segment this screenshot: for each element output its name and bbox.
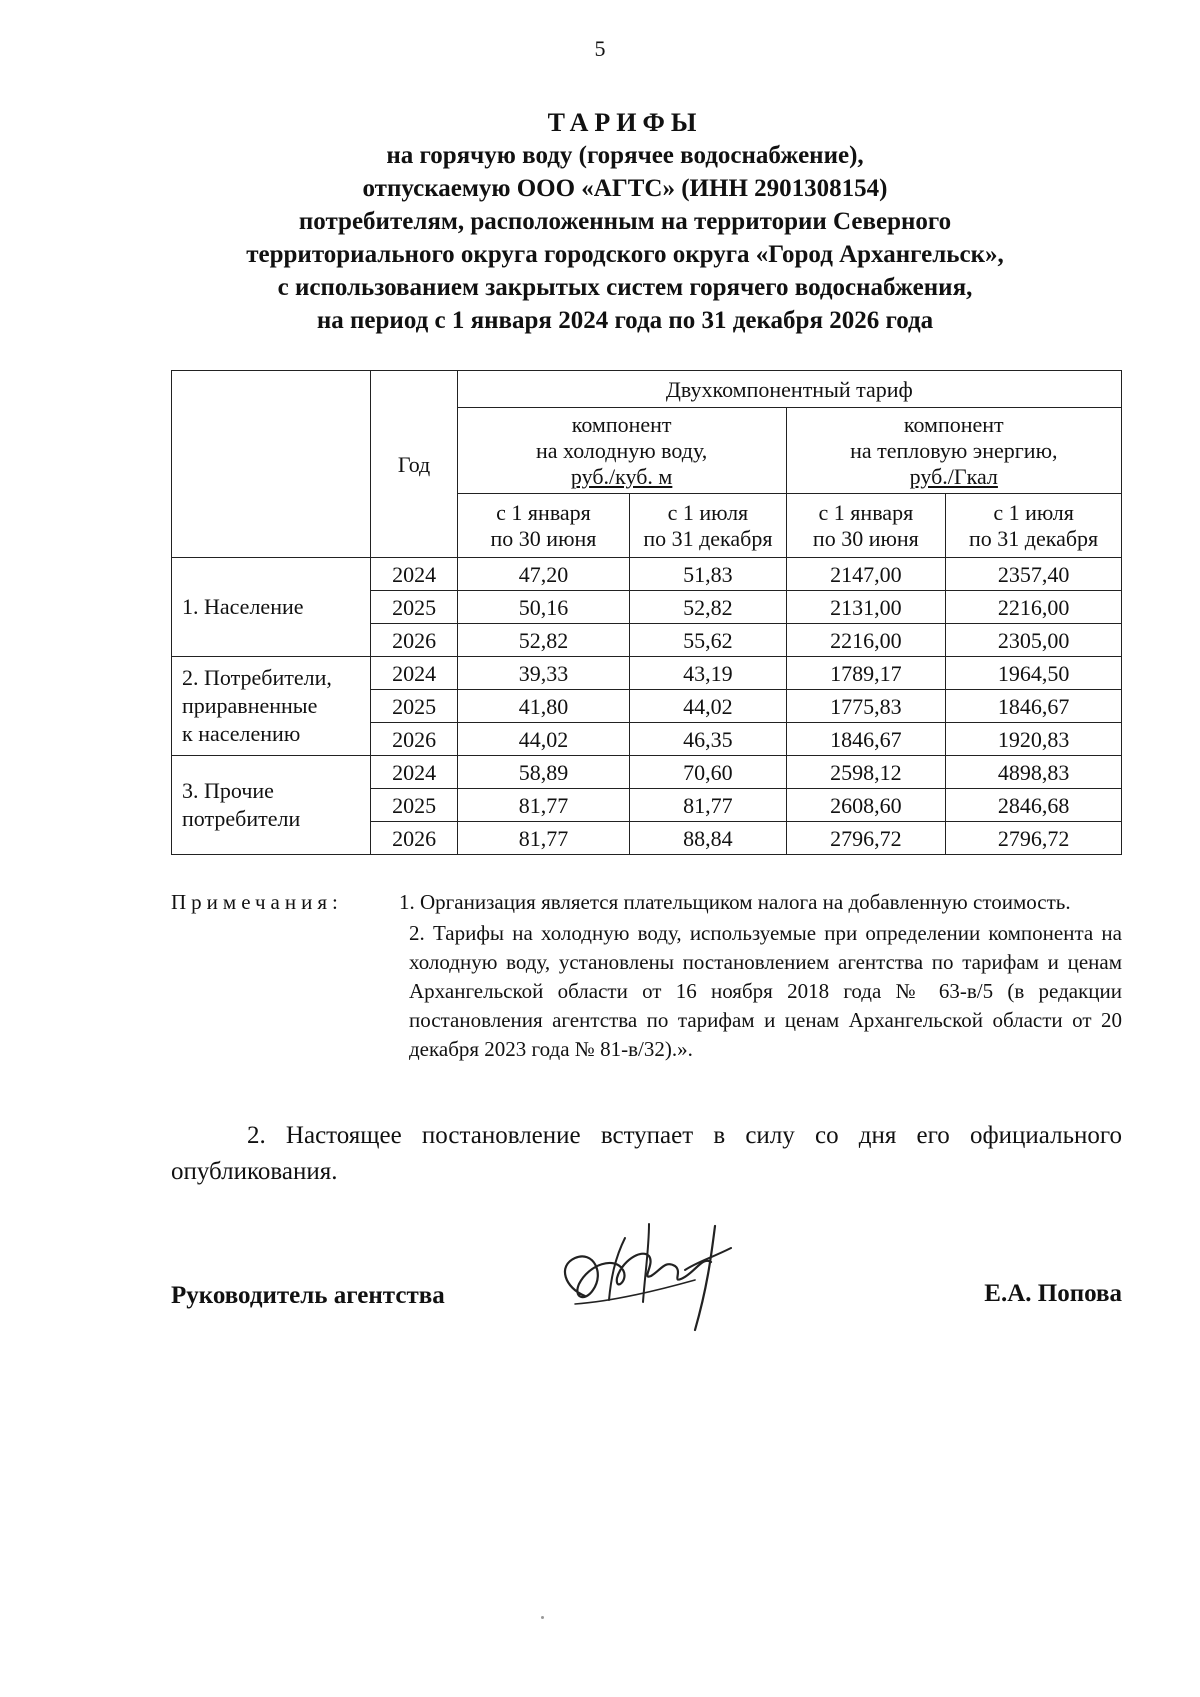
value-cell: 88,84	[630, 822, 786, 855]
title-line: территориального округа городского округа «Город Архангельск»,	[246, 241, 1004, 268]
value-cell: 1846,67	[946, 690, 1122, 723]
component-label: компонент	[571, 411, 672, 437]
value-cell: 47,20	[457, 558, 630, 591]
page-number: 5	[594, 36, 606, 61]
value-cell: 1846,67	[786, 723, 946, 756]
value-cell: 4898,83	[946, 756, 1122, 789]
group-label-line: потребители	[182, 806, 301, 831]
value-cell: 52,82	[457, 624, 630, 657]
value-cell: 52,82	[630, 591, 786, 624]
header-year: Год	[371, 371, 457, 558]
value-cell: 2131,00	[786, 591, 946, 624]
year-cell: 2025	[371, 789, 457, 822]
header-heat-energy-component	[786, 408, 1121, 494]
title-line: с использованием закрытых систем горячего водоснабжения,	[277, 274, 973, 301]
value-cell: 2357,40	[946, 558, 1122, 591]
value-cell: 2796,72	[946, 822, 1122, 855]
value-cell: 46,35	[630, 723, 786, 756]
year-cell: 2024	[371, 657, 457, 690]
notes-section	[171, 888, 1122, 1066]
year-cell: 2026	[371, 723, 457, 756]
document-title	[150, 106, 1100, 337]
component-label: компонент	[903, 411, 1004, 437]
group-label-other-consumers	[172, 756, 371, 855]
period-line: с 1 июля	[993, 499, 1074, 525]
value-cell: 2305,00	[946, 624, 1122, 657]
period-line: по 31 декабря	[968, 525, 1099, 551]
value-cell: 51,83	[630, 558, 786, 591]
group-label-line: 2. Потребители,	[182, 665, 332, 690]
note-item: 1. Организация является плательщиком налога на добавленную стоимость.	[399, 890, 1071, 914]
year-cell: 2024	[371, 558, 457, 591]
header-period	[786, 494, 946, 558]
period-line: по 31 декабря	[643, 525, 773, 551]
table-row	[172, 756, 1122, 789]
group-label-line: 1. Население	[182, 594, 304, 619]
value-cell: 44,02	[457, 723, 630, 756]
component-label: на тепловую энергию,	[850, 437, 1058, 463]
value-cell: 2216,00	[786, 624, 946, 657]
group-label-line: к населению	[182, 721, 301, 746]
signer-name: Е.А. Попова	[984, 1280, 1122, 1307]
value-cell: 1920,83	[946, 723, 1122, 756]
year-cell: 2026	[371, 822, 457, 855]
header-two-component-tariff: Двухкомпонентный тариф	[457, 371, 1121, 408]
year-cell: 2025	[371, 591, 457, 624]
title-line: на горячую воду (горячее водоснабжение),	[386, 142, 864, 169]
year-cell: 2025	[371, 690, 457, 723]
value-cell: 1775,83	[786, 690, 946, 723]
value-cell: 50,16	[457, 591, 630, 624]
value-cell: 81,77	[457, 789, 630, 822]
value-cell: 1964,50	[946, 657, 1122, 690]
value-cell: 1789,17	[786, 657, 946, 690]
group-label-line: 3. Прочие	[182, 778, 274, 803]
table-row	[172, 558, 1122, 591]
value-cell: 2796,72	[786, 822, 946, 855]
group-label-population	[172, 558, 371, 657]
value-cell: 81,77	[630, 789, 786, 822]
title-line: на период с 1 января 2024 года по 31 декабря 2026 года	[316, 307, 934, 334]
period-line: с 1 января	[496, 499, 591, 525]
component-unit: руб./куб. м	[570, 463, 673, 489]
value-cell: 55,62	[630, 624, 786, 657]
period-line: с 1 июля	[667, 499, 749, 525]
group-label-equivalent-consumers	[172, 657, 371, 756]
header-period	[946, 494, 1122, 558]
value-cell: 2216,00	[946, 591, 1122, 624]
value-cell: 39,33	[457, 657, 630, 690]
component-label: на холодную воду,	[536, 437, 708, 463]
value-cell: 70,60	[630, 756, 786, 789]
value-cell: 44,02	[630, 690, 786, 723]
year-cell: 2026	[371, 624, 457, 657]
value-cell: 81,77	[457, 822, 630, 855]
title-line: отпускаемую ООО «АГТС» (ИНН 2901308154)	[362, 175, 888, 202]
notes-label: Примечания:	[171, 890, 343, 914]
year-cell: 2024	[371, 756, 457, 789]
tariff-table	[171, 370, 1122, 855]
value-cell: 2147,00	[786, 558, 946, 591]
handwritten-signature	[545, 1218, 740, 1338]
period-line: по 30 июня	[812, 525, 919, 551]
header-cold-water-component	[457, 408, 786, 494]
signature-block	[171, 1270, 1122, 1320]
value-cell: 41,80	[457, 690, 630, 723]
header-period	[630, 494, 786, 558]
effective-clause: 2. Настоящее постановление вступает в силу со дня его официального опубликования.	[171, 1122, 1122, 1185]
title-line: потребителям, расположенным на территории Северного	[298, 208, 952, 235]
value-cell: 58,89	[457, 756, 630, 789]
value-cell: 2608,60	[786, 789, 946, 822]
scan-speck	[541, 1616, 544, 1619]
value-cell: 2846,68	[946, 789, 1122, 822]
period-line: с 1 января	[818, 499, 914, 525]
table-row	[172, 657, 1122, 690]
header-period	[457, 494, 630, 558]
component-unit: руб./Гкал	[909, 463, 998, 489]
value-cell: 2598,12	[786, 756, 946, 789]
period-line: по 30 июня	[490, 525, 597, 551]
value-cell: 43,19	[630, 657, 786, 690]
note-item: 2. Тарифы на холодную воду, используемые при определении компонента на холодную воду, установлены постановлением агентства по тарифам и ценам Архангельской области от 16 ноября 2018 года № 63-в/5 (в редакции постановления агентства по тарифам и ценам Архангельской области от 20 декабря 2023 года № 81-в/32).».	[409, 921, 1122, 1061]
signer-position: Руководитель агентства	[171, 1282, 445, 1309]
header-consumer-group	[172, 371, 371, 558]
group-label-line: приравненные	[182, 693, 318, 718]
title-main: ТАРИФЫ	[547, 108, 703, 137]
